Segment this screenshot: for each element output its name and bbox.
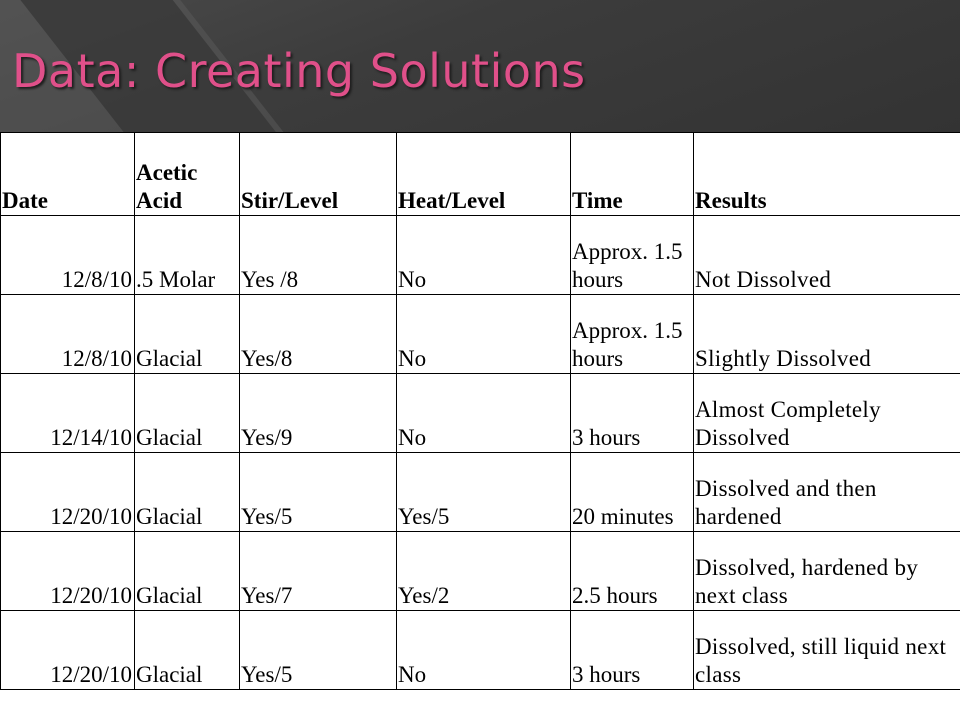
table-row	[1, 611, 960, 690]
header-acetic-acid: Acetic Acid	[135, 133, 240, 216]
table-row	[1, 374, 960, 453]
cell-time: Approx. 1.5 hours	[571, 216, 694, 295]
header-results: Results	[694, 133, 960, 216]
table-header-row	[1, 133, 960, 216]
cell-stir-level: Yes/5	[240, 611, 397, 690]
cell-heat-level: No	[397, 611, 571, 690]
cell-stir-level: Yes /8	[240, 216, 397, 295]
slide-header	[0, 0, 960, 132]
cell-stir-level: Yes/8	[240, 295, 397, 374]
cell-heat-level: No	[397, 216, 571, 295]
cell-results: Dissolved, still liquid next class	[694, 611, 960, 690]
cell-date: 12/8/10	[1, 295, 135, 374]
header-date: Date	[1, 133, 135, 216]
cell-date: 12/20/10	[1, 453, 135, 532]
cell-time: 3 hours	[571, 374, 694, 453]
cell-time: 2.5 hours	[571, 532, 694, 611]
cell-results: Almost Completely Dissolved	[694, 374, 960, 453]
cell-time: 3 hours	[571, 611, 694, 690]
cell-date: 12/8/10	[1, 216, 135, 295]
table-row	[1, 216, 960, 295]
cell-heat-level: Yes/5	[397, 453, 571, 532]
cell-stir-level: Yes/5	[240, 453, 397, 532]
slide-title: Data: Creating Solutions	[12, 44, 586, 98]
cell-stir-level: Yes/9	[240, 374, 397, 453]
cell-results: Dissolved and then hardened	[694, 453, 960, 532]
cell-acetic-acid: Glacial	[135, 453, 240, 532]
data-table	[0, 132, 960, 690]
cell-acetic-acid: Glacial	[135, 532, 240, 611]
cell-heat-level: Yes/2	[397, 532, 571, 611]
cell-results: Dissolved, hardened by next class	[694, 532, 960, 611]
cell-stir-level: Yes/7	[240, 532, 397, 611]
cell-heat-level: No	[397, 374, 571, 453]
header-heat-level: Heat/Level	[397, 133, 571, 216]
cell-heat-level: No	[397, 295, 571, 374]
cell-acetic-acid: Glacial	[135, 374, 240, 453]
table-row	[1, 453, 960, 532]
cell-acetic-acid: .5 Molar	[135, 216, 240, 295]
cell-date: 12/14/10	[1, 374, 135, 453]
cell-date: 12/20/10	[1, 532, 135, 611]
table-row	[1, 532, 960, 611]
table-row	[1, 295, 960, 374]
cell-time: Approx. 1.5 hours	[571, 295, 694, 374]
data-table-container	[0, 132, 960, 720]
cell-results: Slightly Dissolved	[694, 295, 960, 374]
cell-time: 20 minutes	[571, 453, 694, 532]
cell-acetic-acid: Glacial	[135, 611, 240, 690]
cell-results: Not Dissolved	[694, 216, 960, 295]
header-stir-level: Stir/Level	[240, 133, 397, 216]
cell-date: 12/20/10	[1, 611, 135, 690]
header-time: Time	[571, 133, 694, 216]
cell-acetic-acid: Glacial	[135, 295, 240, 374]
